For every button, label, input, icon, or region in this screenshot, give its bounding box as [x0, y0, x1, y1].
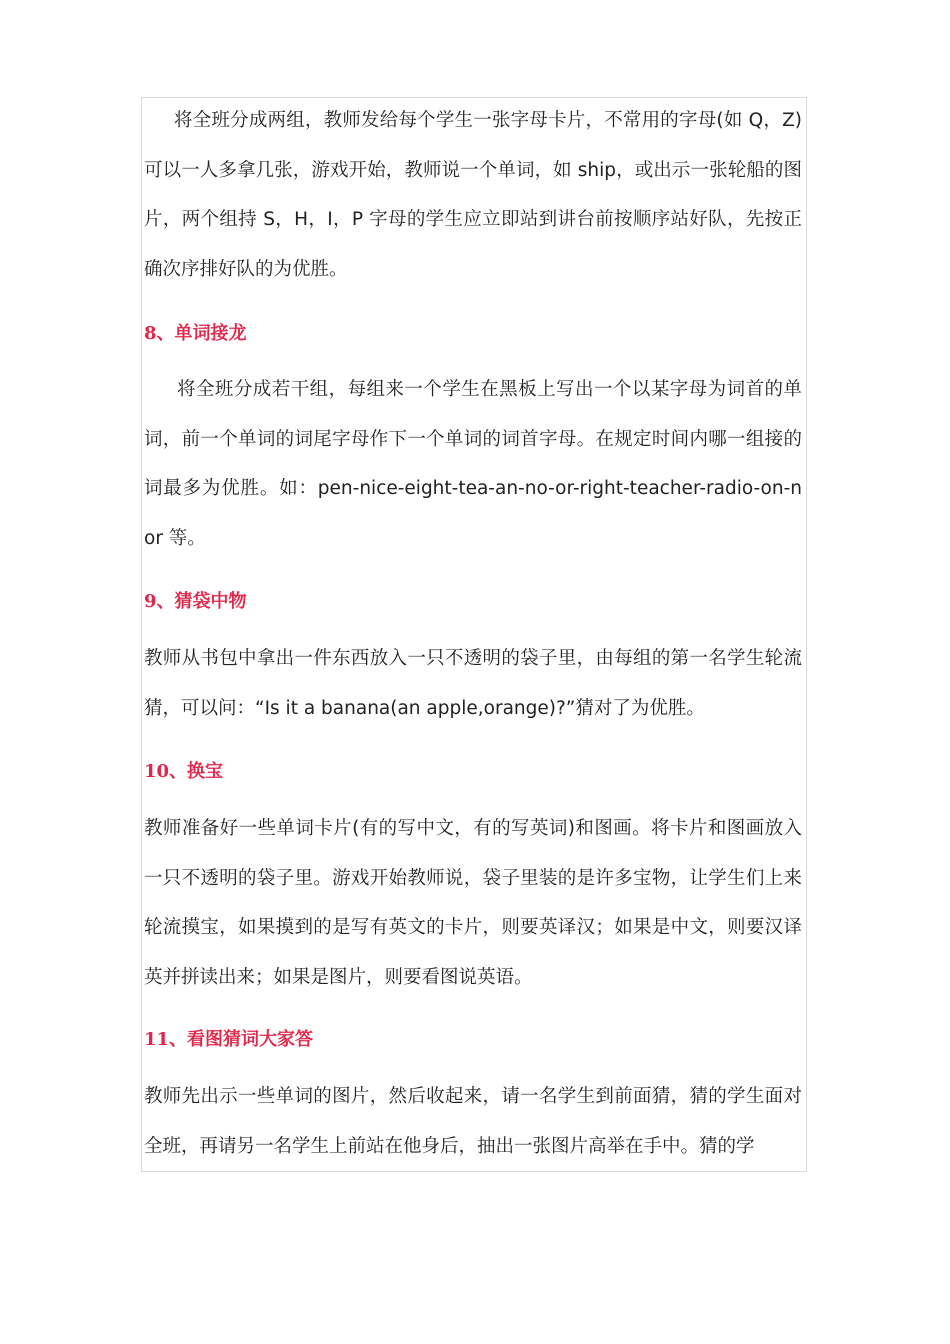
section-heading-10: 10、换宝	[144, 761, 224, 782]
document-page	[141, 97, 807, 1172]
section-heading-9: 9、猜袋中物	[144, 591, 247, 612]
section-heading-8: 8、单词接龙	[144, 323, 247, 344]
section-body-11: 教师先出示一些单词的图片，然后收起来，请一名学生到前面猜，猜的学生面对全班，再请另一名学生上前站在他身后，抽出一张图片高举在手中。猜的学	[144, 1086, 802, 1157]
section-body-9: 教师从书包中拿出一件东西放入一只不透明的袋子里，由每组的第一名学生轮流猜，可以问：“Is it a banana(an apple,orange)?”猜对了为优胜。	[144, 648, 802, 719]
section-heading-11: 11、看图猜词大家答	[144, 1029, 314, 1050]
section-body-8: 将全班分成若干组，每组来一个学生在黑板上写出一个以某字母为词首的单词，前一个单词的词尾字母作下一个单词的词首字母。在规定时间内哪一组接的词最多为优胜。如：pen-nice-eight-tea-an-no-or-right-teacher-radio-on-nor 等。	[144, 379, 802, 549]
intro-paragraph: 将全班分成两组，教师发给每个学生一张字母卡片，不常用的字母(如 Q，Z)可以一人多拿几张，游戏开始，教师说一个单词，如 ship，或出示一张轮船的图片，两个组持 S，H，I，P 字母的学生应立即站到讲台前按顺序站好队，先按正确次序排好队的为优胜。	[144, 110, 802, 280]
section-body-10: 教师准备好一些单词卡片(有的写中文，有的写英词)和图画。将卡片和图画放入一只不透明的袋子里。游戏开始教师说，袋子里装的是许多宝物，让学生们上来轮流摸宝，如果摸到的是写有英文的卡片，则要英译汉；如果是中文，则要汉译英并拼读出来；如果是图片，则要看图说英语。	[144, 818, 802, 988]
